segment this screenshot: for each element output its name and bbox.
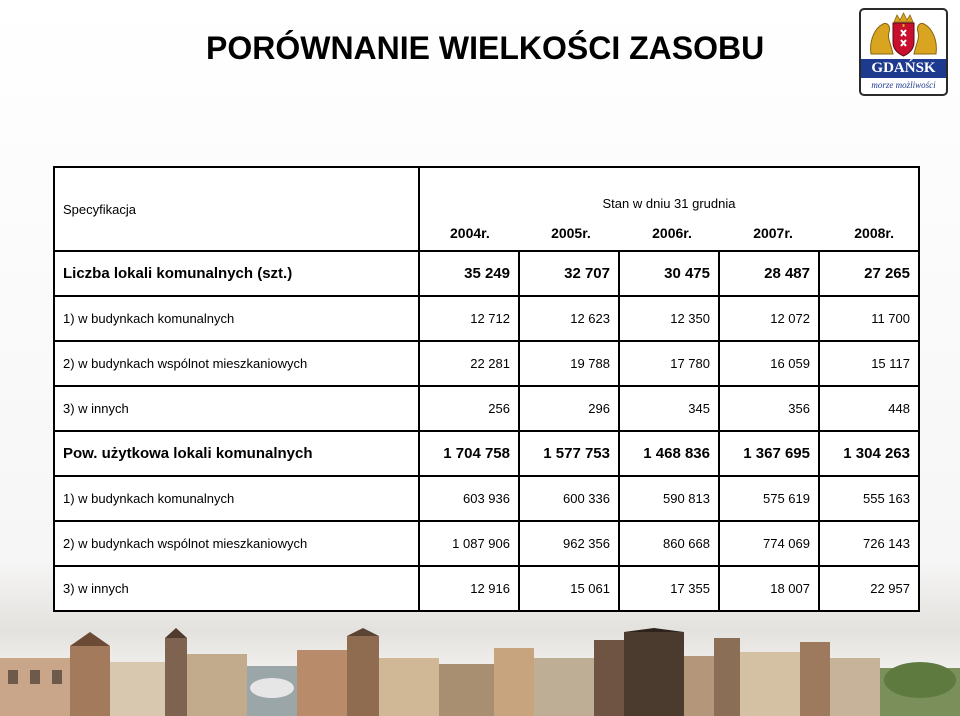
resource-comparison-table: [53, 166, 920, 612]
table-cell: 15 061: [519, 566, 619, 611]
gdansk-logo: [859, 8, 948, 96]
year-2008: 2008r.: [854, 224, 894, 241]
table-row: [54, 341, 919, 386]
city-skyline-image: [0, 628, 960, 716]
table-cell: 555 163: [819, 476, 919, 521]
table-cell: 12 072: [719, 296, 819, 341]
table-cell: 726 143: [819, 521, 919, 566]
table-cell: 962 356: [519, 521, 619, 566]
spec-header: Specyfikacja: [54, 167, 419, 251]
table-cell: 1 704 758: [419, 431, 519, 476]
row-label: 3) w innych: [54, 386, 419, 431]
table-cell: 356: [719, 386, 819, 431]
row-label: 1) w budynkach komunalnych: [54, 296, 419, 341]
table-cell: 35 249: [419, 251, 519, 296]
table-row: [54, 251, 919, 296]
table-header-row-1: [54, 167, 919, 215]
table-row: [54, 521, 919, 566]
table-cell: 32 707: [519, 251, 619, 296]
year-2004: 2004r.: [450, 224, 490, 241]
period-header: Stan w dniu 31 grudnia: [419, 167, 919, 215]
table-cell: 1 468 836: [619, 431, 719, 476]
table-cell: 18 007: [719, 566, 819, 611]
table-row: [54, 431, 919, 476]
table-cell: 22 281: [419, 341, 519, 386]
table-cell: 600 336: [519, 476, 619, 521]
year-2006: 2006r.: [652, 224, 692, 241]
year-2007: 2007r.: [753, 224, 793, 241]
year-2005: 2005r.: [551, 224, 591, 241]
table-cell: 448: [819, 386, 919, 431]
table-cell: 296: [519, 386, 619, 431]
table-cell: 22 957: [819, 566, 919, 611]
table-row: [54, 476, 919, 521]
logo-city-name: GDAŃSK: [861, 59, 946, 78]
table-cell: 15 117: [819, 341, 919, 386]
row-label: Pow. użytkowa lokali komunalnych: [54, 431, 419, 476]
row-label: Liczba lokali komunalnych (szt.): [54, 251, 419, 296]
logo-slogan: morze możliwości: [871, 80, 936, 90]
table-cell: 17 355: [619, 566, 719, 611]
table-cell: 345: [619, 386, 719, 431]
table-cell: 256: [419, 386, 519, 431]
table-cell: 12 623: [519, 296, 619, 341]
table-cell: 12 350: [619, 296, 719, 341]
page-title: PORÓWNANIE WIELKOŚCI ZASOBU: [206, 30, 765, 66]
table-cell: 28 487: [719, 251, 819, 296]
table-cell: 11 700: [819, 296, 919, 341]
row-label: 3) w innych: [54, 566, 419, 611]
table-cell: 1 087 906: [419, 521, 519, 566]
table-row: [54, 296, 919, 341]
table-cell: 603 936: [419, 476, 519, 521]
table-cell: 12 712: [419, 296, 519, 341]
row-label: 1) w budynkach komunalnych: [54, 476, 419, 521]
years-header: [419, 215, 919, 251]
table-row: [54, 566, 919, 611]
table-cell: 860 668: [619, 521, 719, 566]
row-label: 2) w budynkach wspólnot mieszkaniowych: [54, 341, 419, 386]
table-cell: 1 367 695: [719, 431, 819, 476]
coat-of-arms-icon: [861, 10, 946, 60]
table-cell: 19 788: [519, 341, 619, 386]
table-cell: 16 059: [719, 341, 819, 386]
row-label: 2) w budynkach wspólnot mieszkaniowych: [54, 521, 419, 566]
table-cell: 1 304 263: [819, 431, 919, 476]
table-cell: 774 069: [719, 521, 819, 566]
table-cell: 12 916: [419, 566, 519, 611]
table-cell: 27 265: [819, 251, 919, 296]
table-cell: 30 475: [619, 251, 719, 296]
table-cell: 17 780: [619, 341, 719, 386]
table-cell: 575 619: [719, 476, 819, 521]
table-cell: 590 813: [619, 476, 719, 521]
table-row: [54, 386, 919, 431]
table-cell: 1 577 753: [519, 431, 619, 476]
